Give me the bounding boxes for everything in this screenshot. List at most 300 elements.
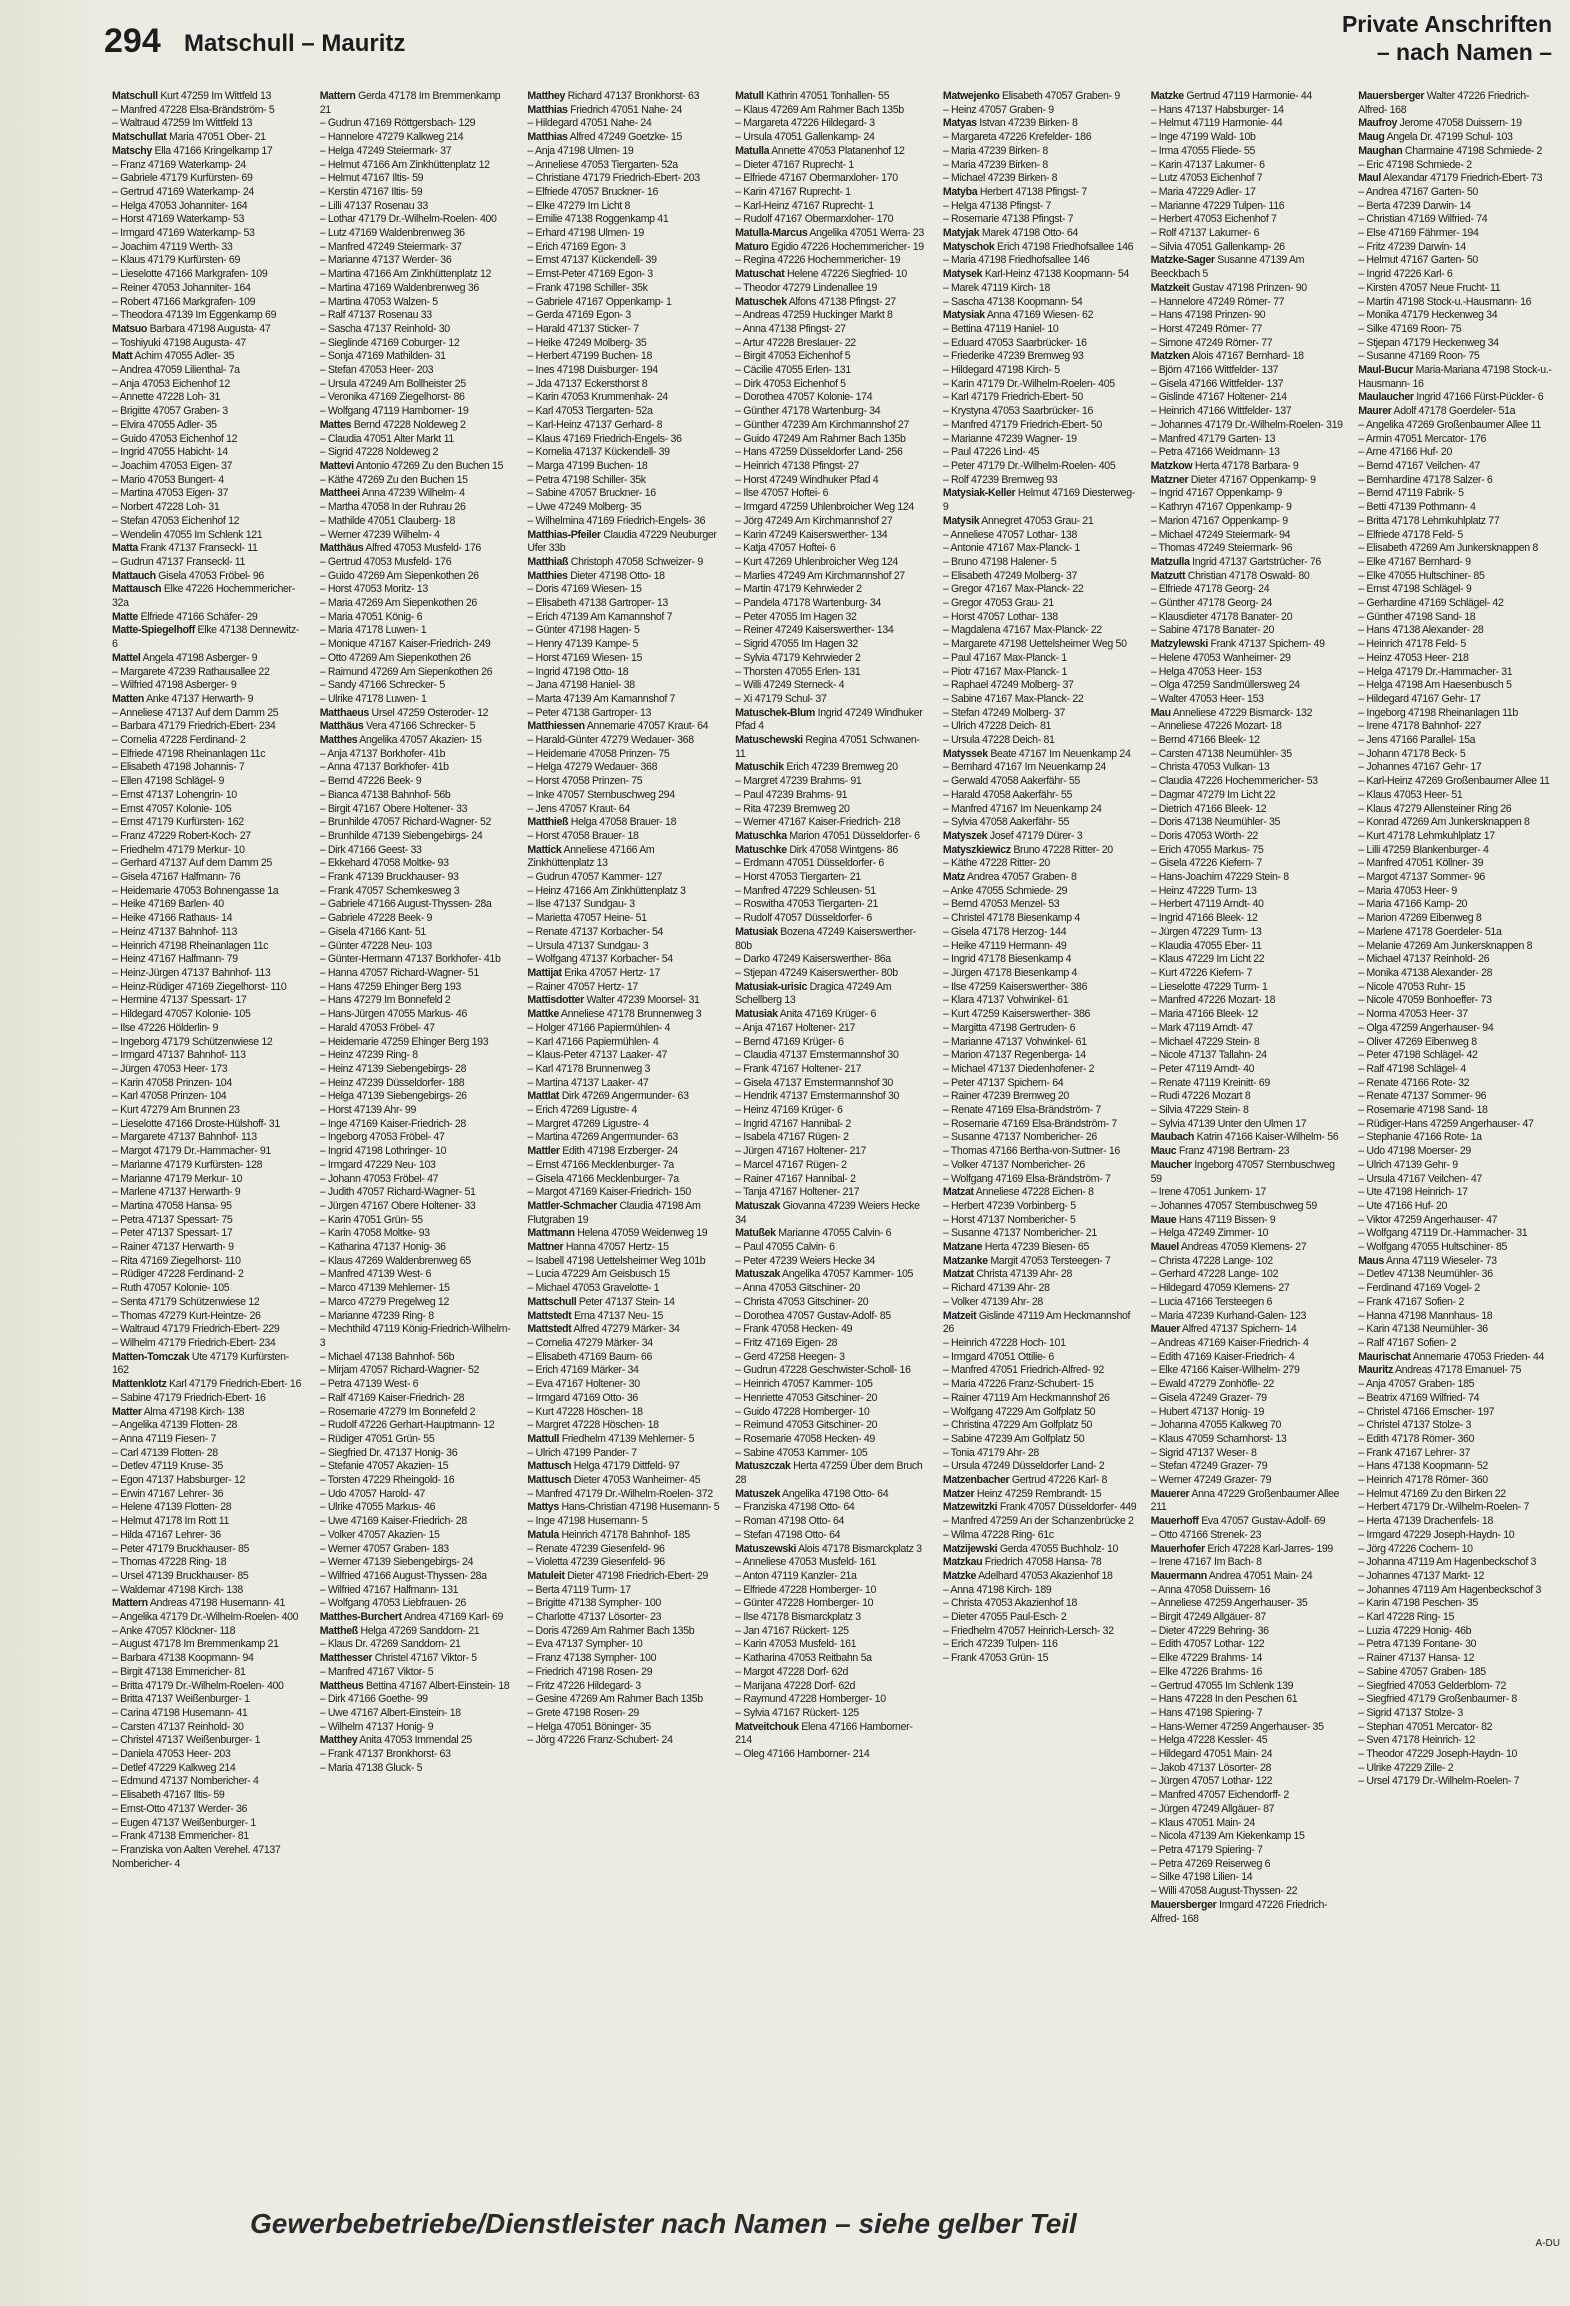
entry-details: – Ilse 47178 Bismarckplatz 3	[735, 1611, 861, 1624]
entry-details: – Jörg 47226 Franz-Schubert- 24	[527, 1734, 673, 1747]
directory-entry	[112, 1268, 306, 1282]
entry-details: – Ines 47198 Duisburger- 194	[527, 364, 658, 377]
entry-details: – Ernst 47137 Lohengrin- 10	[112, 788, 237, 801]
entry-surname: Matuleit	[527, 1569, 565, 1582]
entry-details: – Karin 47167 Ruprecht- 1	[735, 185, 851, 198]
directory-entry	[112, 679, 306, 693]
entry-details: – Hanna 47198 Mannhaus- 18	[1358, 1309, 1493, 1322]
entry-surname: Mattenklotz	[112, 1378, 167, 1391]
directory-column-7	[1358, 90, 1552, 2180]
directory-entry	[1151, 816, 1345, 830]
directory-entry	[1358, 515, 1552, 529]
entry-details: – Gabriele 47179 Kurfürsten- 69	[112, 172, 253, 185]
entry-details: – Peter 47179 Bruckhauser- 85	[112, 1542, 250, 1555]
entry-details: – Heike 47249 Molberg- 35	[527, 336, 647, 349]
entry-details: – Claudia 47137 Emstermannshof 30	[735, 1049, 899, 1062]
entry-details: – Cornelia 47279 Märker- 34	[527, 1336, 653, 1349]
entry-details: – Maria 47166 Kamp- 20	[1358, 898, 1468, 911]
entry-details: – Heinrich 47228 Hoch- 101	[942, 1336, 1066, 1349]
entry-surname: Matthes-Burchert	[319, 1611, 402, 1624]
entry-details: – Werner 47139 Siebengebirgs- 24	[319, 1556, 474, 1569]
entry-details: – Elke 47055 Hultschiner- 85	[1358, 569, 1485, 582]
directory-entry	[527, 200, 721, 214]
entry-details: – Ulrike 47178 Luwen- 1	[319, 692, 427, 705]
directory-entry	[320, 871, 514, 885]
directory-entry	[735, 131, 929, 145]
entry-details: – Wilfried 47167 Halfmann- 131	[319, 1583, 459, 1596]
directory-entry	[1151, 1775, 1345, 1789]
directory-entry	[1358, 1310, 1552, 1324]
entry-details: – Reiner 47053 Johanniter- 164	[112, 281, 251, 294]
entry-details: – Ursula 47167 Veilchen- 47	[1358, 1172, 1482, 1185]
directory-entry	[320, 940, 514, 954]
directory-entry	[735, 761, 929, 775]
entry-details: – Maria 47198 Friedhofsallee 146	[942, 254, 1090, 267]
entry-details: – Ewald 47279 Zonhöfle- 22	[1150, 1378, 1274, 1391]
entry-details: – Gabriele 47228 Beek- 9	[319, 912, 433, 925]
directory-entry	[943, 378, 1137, 392]
entry-details: – Jda 47137 Eckersthorst 8	[527, 377, 648, 390]
directory-entry	[527, 1666, 721, 1680]
entry-details: – Helmut 47166 Am Zinkhüttenplatz 12	[319, 158, 490, 171]
directory-entry	[735, 1597, 929, 1611]
entry-details: – Detlev 47138 Neumühler- 36	[1358, 1268, 1493, 1281]
entry-details: – Margarete 47198 Uettelsheimer Weg 50	[942, 638, 1127, 651]
directory-entry	[527, 350, 721, 364]
directory-entry	[112, 1666, 306, 1680]
entry-details: – Irmgard 47229 Neu- 103	[319, 1158, 436, 1171]
directory-entry	[112, 1529, 306, 1543]
directory-entry	[112, 200, 306, 214]
directory-entry	[943, 186, 1137, 200]
entry-details: – Olga 47259 Angerhauser- 94	[1358, 1021, 1494, 1034]
entry-details: – Detlef 47229 Kalkweg 214	[112, 1761, 236, 1774]
directory-entry	[527, 1406, 721, 1420]
entry-surname: Mattheei	[319, 487, 360, 500]
directory-entry	[527, 1474, 721, 1488]
entry-details: – Guido 47053 Eichenhof 12	[112, 432, 238, 445]
entry-details: – Michael 47138 Bahnhof- 56b	[319, 1350, 455, 1363]
directory-entry	[1358, 570, 1552, 584]
directory-entry	[735, 1022, 929, 1036]
directory-entry	[1358, 1186, 1552, 1200]
entry-details: – Maria 47166 Bleek- 12	[1150, 1008, 1258, 1021]
directory-entry	[735, 309, 929, 323]
entry-details: – Anja 47167 Holtener- 217	[735, 1021, 856, 1034]
directory-entry	[1151, 707, 1345, 721]
directory-entry	[1358, 1680, 1552, 1694]
entry-details: – Helga 47179 Dr.-Hammacher- 31	[1358, 665, 1513, 678]
directory-entry	[112, 1584, 306, 1598]
entry-surname: Matten-Tomczak	[112, 1350, 190, 1363]
directory-entry	[112, 1145, 306, 1159]
entry-details: – Heidemarie 47259 Ehinger Berg 193	[319, 1035, 489, 1048]
directory-entry	[112, 871, 306, 885]
entry-details: – Christel 47166 Emscher- 197	[1358, 1405, 1495, 1418]
directory-entry	[943, 1378, 1137, 1392]
directory-entry	[320, 556, 514, 570]
directory-entry	[943, 104, 1137, 118]
entry-details: – Hans-Werner 47259 Angerhauser- 35	[1150, 1720, 1324, 1733]
entry-details: – Reimund 47053 Gitschiner- 20	[735, 1419, 878, 1432]
entry-details: – Manfred 47051 Friedrich-Alfred- 92	[942, 1364, 1104, 1377]
entry-details: – Rosemarie 47138 Pfingst- 7	[942, 213, 1074, 226]
directory-entry	[943, 1597, 1137, 1611]
entry-details: – Heike 47169 Barlen- 40	[112, 898, 224, 911]
directory-entry	[527, 1118, 721, 1132]
entry-details: – Heinrich 47057 Kammer- 105	[735, 1378, 873, 1391]
directory-entry	[735, 1090, 929, 1104]
directory-entry	[1151, 844, 1345, 858]
entry-details: – Horst 47058 Prinzen- 75	[527, 775, 643, 788]
entry-surname: Matyba	[942, 185, 978, 198]
entry-details: – Irene 47167 Im Bach- 8	[1150, 1556, 1262, 1569]
entry-details: – Manfred 47167 Viktor- 5	[319, 1665, 434, 1678]
entry-details: – Kathryn 47167 Oppenkamp- 9	[1150, 501, 1292, 514]
entry-details: – Friedhelm 47179 Merkur- 10	[112, 843, 245, 856]
directory-entry	[112, 720, 306, 734]
entry-details: – Sven 47178 Heinrich- 12	[1358, 1734, 1475, 1747]
entry-details: Herta 47259 Über dem Bruch 28	[735, 1460, 923, 1487]
entry-details: – Britta 47137 Weißenburger- 1	[112, 1693, 250, 1706]
directory-entry	[527, 1419, 721, 1433]
entry-details: – Sabine 47057 Graben- 185	[1358, 1665, 1486, 1678]
directory-entry	[1151, 323, 1345, 337]
directory-entry	[112, 1351, 306, 1378]
entry-details: – Elfriede 47178 Feld- 5	[1358, 528, 1463, 541]
directory-entry	[527, 638, 721, 652]
entry-surname: Matyszkiewicz	[942, 843, 1011, 856]
entry-details: – Manfred 47228 Elsa-Brändström- 5	[112, 103, 275, 116]
entry-details: – Klausdieter 47178 Banater- 20	[1150, 610, 1293, 623]
entry-details: – Peter 47179 Dr.-Wilhelm-Roelen- 405	[942, 459, 1116, 472]
entry-details: – Irmgard 47051 Ottilie- 6	[942, 1350, 1054, 1363]
entry-surname: Matysiak	[942, 309, 985, 322]
directory-entry	[1358, 1063, 1552, 1077]
directory-entry	[1358, 254, 1552, 268]
entry-details: – Toshiyuki 47198 Augusta- 47	[112, 336, 246, 349]
entry-details: Erich 47228 Karl-Jarres- 199	[1207, 1542, 1333, 1555]
entry-details: – Margret 47239 Brahms- 91	[735, 775, 862, 788]
directory-entry	[112, 1775, 306, 1789]
entry-details: – Inge 47169 Kaiser-Friedrich- 28	[319, 1117, 466, 1130]
entry-details: – Rita 47239 Bremweg 20	[735, 802, 850, 815]
entry-details: – Hans-Jürgen 47055 Markus- 46	[319, 1008, 468, 1021]
entry-details: Anna 47229 Großenbaumer Allee 211	[1150, 1487, 1340, 1514]
entry-details: – Christiane 47179 Friedrich-Ebert- 203	[527, 172, 700, 185]
entry-details: – Paul 47226 Lind- 45	[942, 446, 1040, 459]
entry-details: – Rudi 47226 Mozart 8	[1150, 1090, 1251, 1103]
directory-entry	[112, 1474, 306, 1488]
entry-details: – Marietta 47057 Heine- 51	[527, 912, 647, 925]
entry-details: – Siegfried 47179 Großenbaumer- 8	[1358, 1693, 1517, 1706]
directory-entry	[943, 1282, 1137, 1296]
entry-details: – Rainer 47137 Herwarth- 9	[112, 1241, 234, 1254]
directory-entry	[735, 898, 929, 912]
entry-details: – Irmgard 47169 Waterkamp- 53	[112, 227, 255, 240]
entry-details: – Martina 47053 Walzen- 5	[319, 295, 438, 308]
entry-details: – Manfred 47057 Eichendorff- 2	[1150, 1789, 1289, 1802]
entry-surname: Matzat	[942, 1268, 974, 1281]
entry-details: – Hans 47138 Alexander- 28	[1358, 624, 1484, 637]
directory-entry	[1151, 241, 1345, 255]
directory-entry	[735, 570, 929, 584]
directory-entry	[735, 666, 929, 680]
entry-details: – Susanne 47137 Nombericher- 26	[942, 1131, 1097, 1144]
directory-entry	[112, 1611, 306, 1625]
entry-details: Erich 47198 Friedhofsallee 146	[997, 240, 1134, 253]
entry-details: Helga 47058 Brauer- 18	[570, 816, 677, 829]
entry-details: – Rainer 47057 Hertz- 17	[527, 980, 638, 993]
entry-details: – Gerhard 47228 Lange- 102	[1150, 1268, 1279, 1281]
entry-details: – Oleg 47166 Hamborner- 214	[735, 1748, 870, 1761]
entry-details: Regina 47051 Schwanen- 11	[735, 734, 920, 760]
directory-entry	[527, 816, 721, 830]
entry-surname: Mattull	[527, 1432, 560, 1445]
entry-details: – Claudia 47051 Alter Markt 11	[319, 432, 454, 445]
entry-details: – Johannes 47119 Am Hagenbeckschof 3	[1358, 1583, 1542, 1596]
directory-entry	[112, 529, 306, 543]
directory-entry	[943, 775, 1137, 789]
entry-details: Dieter 47198 Otto- 18	[570, 569, 665, 582]
directory-entry	[1151, 830, 1345, 844]
entry-details: – Michael 47229 Stein- 8	[1150, 1035, 1260, 1048]
entry-details: Frank 47137 Spichern- 49	[1210, 638, 1325, 651]
entry-surname: Matthäus	[319, 720, 364, 733]
directory-entry	[943, 117, 1137, 131]
directory-entry	[943, 611, 1137, 625]
directory-entry	[943, 994, 1137, 1008]
entry-details: Dragica 47249 Am Schellberg 13	[735, 980, 892, 1007]
directory-columns	[112, 90, 1552, 2180]
directory-entry	[112, 1296, 306, 1310]
directory-entry	[112, 1131, 306, 1145]
entry-surname: Matthaeus	[319, 706, 369, 719]
entry-details: – Günther 47178 Georg- 24	[1150, 597, 1272, 610]
entry-details: – Heinrich 47178 Römer- 360	[1358, 1474, 1488, 1487]
directory-entry	[943, 241, 1137, 255]
directory-entry	[112, 131, 306, 145]
directory-entry	[320, 542, 514, 556]
entry-details: – Margareta 47226 Krefelder- 186	[942, 131, 1092, 144]
entry-details: – Brunhilde 47057 Richard-Wagner- 52	[319, 816, 492, 829]
entry-surname: Matzken	[1150, 350, 1190, 363]
directory-entry	[320, 720, 514, 734]
directory-entry	[1358, 789, 1552, 803]
directory-entry	[1151, 227, 1345, 241]
directory-entry	[320, 186, 514, 200]
entry-surname: Matta	[112, 542, 138, 555]
entry-details: – Günter 47198 Hagen- 5	[527, 624, 640, 637]
directory-entry	[1151, 90, 1345, 104]
directory-entry	[735, 1666, 929, 1680]
directory-entry	[943, 1296, 1137, 1310]
directory-entry	[527, 337, 721, 351]
entry-surname: Mattes	[319, 418, 352, 431]
directory-entry	[527, 446, 721, 460]
directory-entry	[735, 1543, 929, 1557]
directory-entry	[1358, 803, 1552, 817]
entry-details: – Gisela 47166 Mecklenburger- 7a	[527, 1172, 679, 1185]
directory-entry	[112, 926, 306, 940]
entry-details: – Ursula 47051 Gallenkamp- 24	[735, 131, 875, 144]
entry-details: – Christa 47228 Lange- 102	[1150, 1254, 1273, 1267]
entry-details: – Ernst 47137 Kückendell- 39	[527, 254, 657, 267]
directory-entry	[1151, 104, 1345, 118]
entry-details: – Anja 47198 Ulmen- 19	[527, 144, 634, 157]
entry-details: – Harald-Günter 47279 Wedauer- 368	[527, 734, 694, 747]
entry-surname: Matz	[942, 871, 965, 884]
directory-entry	[943, 1488, 1137, 1502]
entry-details: – Heinz 47139 Siebengebirgs- 28	[319, 1062, 467, 1075]
entry-details: – Rüdiger-Hans 47259 Angerhauser- 47	[1358, 1117, 1534, 1130]
entry-details: – Marlies 47249 Am Kirchmannshof 27	[735, 569, 905, 582]
directory-entry	[735, 1721, 929, 1748]
entry-details: – Bernd 47167 Veilchen- 47	[1358, 459, 1480, 472]
entry-details: – Carl 47139 Flotten- 28	[112, 1446, 218, 1459]
directory-entry	[1151, 1118, 1345, 1132]
directory-entry	[1358, 1364, 1552, 1378]
directory-entry	[527, 172, 721, 186]
entry-details: Gisela 47053 Fröbel- 96	[158, 569, 264, 582]
entry-surname: Maul	[1358, 172, 1382, 185]
entry-details: – Mark 47119 Arndt- 47	[1150, 1021, 1253, 1034]
entry-details: Anna 47239 Wilhelm- 4	[361, 487, 465, 500]
entry-surname: Matuschewski	[735, 734, 803, 747]
directory-entry	[1151, 1433, 1345, 1447]
entry-details: – Edith 47178 Römer- 360	[1358, 1432, 1475, 1445]
directory-entry	[527, 1186, 721, 1200]
directory-entry	[943, 857, 1137, 871]
entry-details: – Reiner 47249 Kaiserswerther- 134	[735, 624, 894, 637]
entry-details: – Helga 47053 Heer- 153	[1150, 665, 1262, 678]
directory-entry	[1358, 967, 1552, 981]
entry-details: – Kornelia 47137 Kückendell- 39	[527, 446, 670, 459]
directory-entry	[1151, 1049, 1345, 1063]
directory-entry	[527, 309, 721, 323]
entry-details: – Helmut 47178 Im Rott 11	[112, 1515, 230, 1528]
entry-details: Barbara 47198 Augusta- 47	[149, 322, 271, 335]
directory-entry	[735, 1077, 929, 1091]
entry-details: – Petra 47139 Fontane- 30	[1358, 1638, 1477, 1651]
directory-entry	[1151, 145, 1345, 159]
entry-details: – Margarete 47137 Bahnhof- 113	[112, 1131, 257, 1144]
directory-entry	[1151, 1364, 1345, 1378]
entry-details: – Sabine 47167 Max-Planck- 22	[942, 692, 1084, 705]
entry-details: Christian 47178 Oswald- 80	[1187, 569, 1310, 582]
entry-details: – Rolf 47137 Lakumer- 6	[1150, 227, 1260, 240]
directory-entry	[943, 460, 1137, 474]
entry-details: – Edmund 47137 Nombericher- 4	[112, 1775, 259, 1788]
directory-entry	[320, 748, 514, 762]
directory-entry	[1358, 666, 1552, 680]
directory-entry	[735, 679, 929, 693]
directory-entry	[320, 1090, 514, 1104]
directory-entry	[1151, 720, 1345, 734]
entry-details: – Ernst 47057 Kolonie- 105	[112, 802, 232, 815]
directory-entry	[320, 679, 514, 693]
directory-entry	[1358, 1268, 1552, 1282]
entry-details: – Irmgard 47229 Joseph-Haydn- 10	[1358, 1528, 1515, 1541]
directory-entry	[735, 1227, 929, 1241]
directory-entry	[735, 117, 929, 131]
directory-entry	[112, 1762, 306, 1776]
entry-details: – Ingeborg 47179 Schützenwiese 12	[112, 1035, 273, 1048]
entry-details: – Bernd 47169 Krüger- 6	[735, 1035, 844, 1048]
entry-details: – Karl 47178 Brunnenweg 3	[527, 1062, 651, 1075]
directory-entry	[735, 885, 929, 899]
directory-entry	[1358, 1159, 1552, 1173]
entry-details: – Martina 47053 Eigen- 37	[112, 487, 229, 500]
entry-details: – Ulrike 47229 Zille- 2	[1358, 1761, 1454, 1774]
entry-surname: Maurischat	[1358, 1350, 1411, 1363]
entry-details: – Heidemarie 47058 Prinzen- 75	[527, 747, 670, 760]
entry-details: – Heinrich 47166 Wittfelder- 137	[1150, 405, 1292, 418]
directory-entry	[735, 1241, 929, 1255]
directory-entry	[527, 734, 721, 748]
directory-entry	[943, 830, 1137, 844]
directory-entry	[320, 1104, 514, 1118]
entry-details: – Karin 47198 Peschen- 35	[1358, 1597, 1478, 1610]
directory-entry	[527, 761, 721, 775]
entry-details: – Franz 47138 Sympher- 100	[527, 1652, 657, 1665]
entry-details: – Senta 47179 Schützenwiese 12	[112, 1295, 260, 1308]
entry-details: – Anke 47057 Klöckner- 118	[112, 1624, 236, 1637]
directory-entry	[527, 1241, 721, 1255]
entry-surname: Matzewitzki	[942, 1501, 998, 1514]
directory-entry	[1151, 1543, 1345, 1557]
directory-column-1	[112, 90, 306, 2180]
entry-details: – Isabela 47167 Rügen- 2	[735, 1131, 849, 1144]
directory-entry	[527, 1049, 721, 1063]
directory-column-3	[527, 90, 721, 2180]
directory-entry	[527, 1282, 721, 1296]
entry-details: – Kurt 47279 Am Brunnen 23	[112, 1104, 240, 1117]
directory-entry	[1151, 460, 1345, 474]
directory-entry	[1151, 775, 1345, 789]
directory-entry	[943, 693, 1137, 707]
entry-details: – Dirk 47166 Geest- 33	[319, 843, 422, 856]
entry-details: Gustav 47198 Prinzen- 90	[1192, 281, 1307, 294]
directory-entry	[735, 707, 929, 734]
entry-details: – Petra 47269 Reiserweg 6	[1150, 1857, 1271, 1870]
entry-details: – Hans 47138 Koopmann- 52	[1358, 1460, 1488, 1473]
entry-details: – Heinz 47239 Düsseldorfer- 188	[319, 1076, 465, 1089]
directory-entry	[943, 885, 1137, 899]
entry-details: Andrea 47169 Karl- 69	[403, 1611, 504, 1624]
directory-entry	[112, 1570, 306, 1584]
directory-entry	[112, 1680, 306, 1694]
directory-entry	[527, 529, 721, 556]
directory-entry	[943, 1310, 1137, 1337]
entry-surname: Matzkau	[942, 1556, 983, 1569]
entry-details: – Günther 47178 Wartenburg- 34	[735, 405, 881, 418]
directory-entry	[527, 1090, 721, 1104]
directory-entry	[1151, 433, 1345, 447]
directory-entry	[527, 844, 721, 871]
directory-entry	[1151, 570, 1345, 584]
directory-entry	[320, 529, 514, 543]
entry-details: – Barbara 47138 Koopmann- 94	[112, 1652, 254, 1665]
directory-entry	[943, 1159, 1137, 1173]
entry-details: – Ingrid 47167 Hannibal- 2	[735, 1117, 851, 1130]
entry-details: – Monika 47179 Heckenweg 34	[1358, 309, 1498, 322]
directory-entry	[527, 241, 721, 255]
directory-entry	[943, 1337, 1137, 1351]
entry-details: – Kurt 47226 Kiefern- 7	[1150, 967, 1253, 979]
directory-entry	[735, 1378, 929, 1392]
entry-details: – Inge 47198 Husemann- 5	[527, 1515, 648, 1528]
